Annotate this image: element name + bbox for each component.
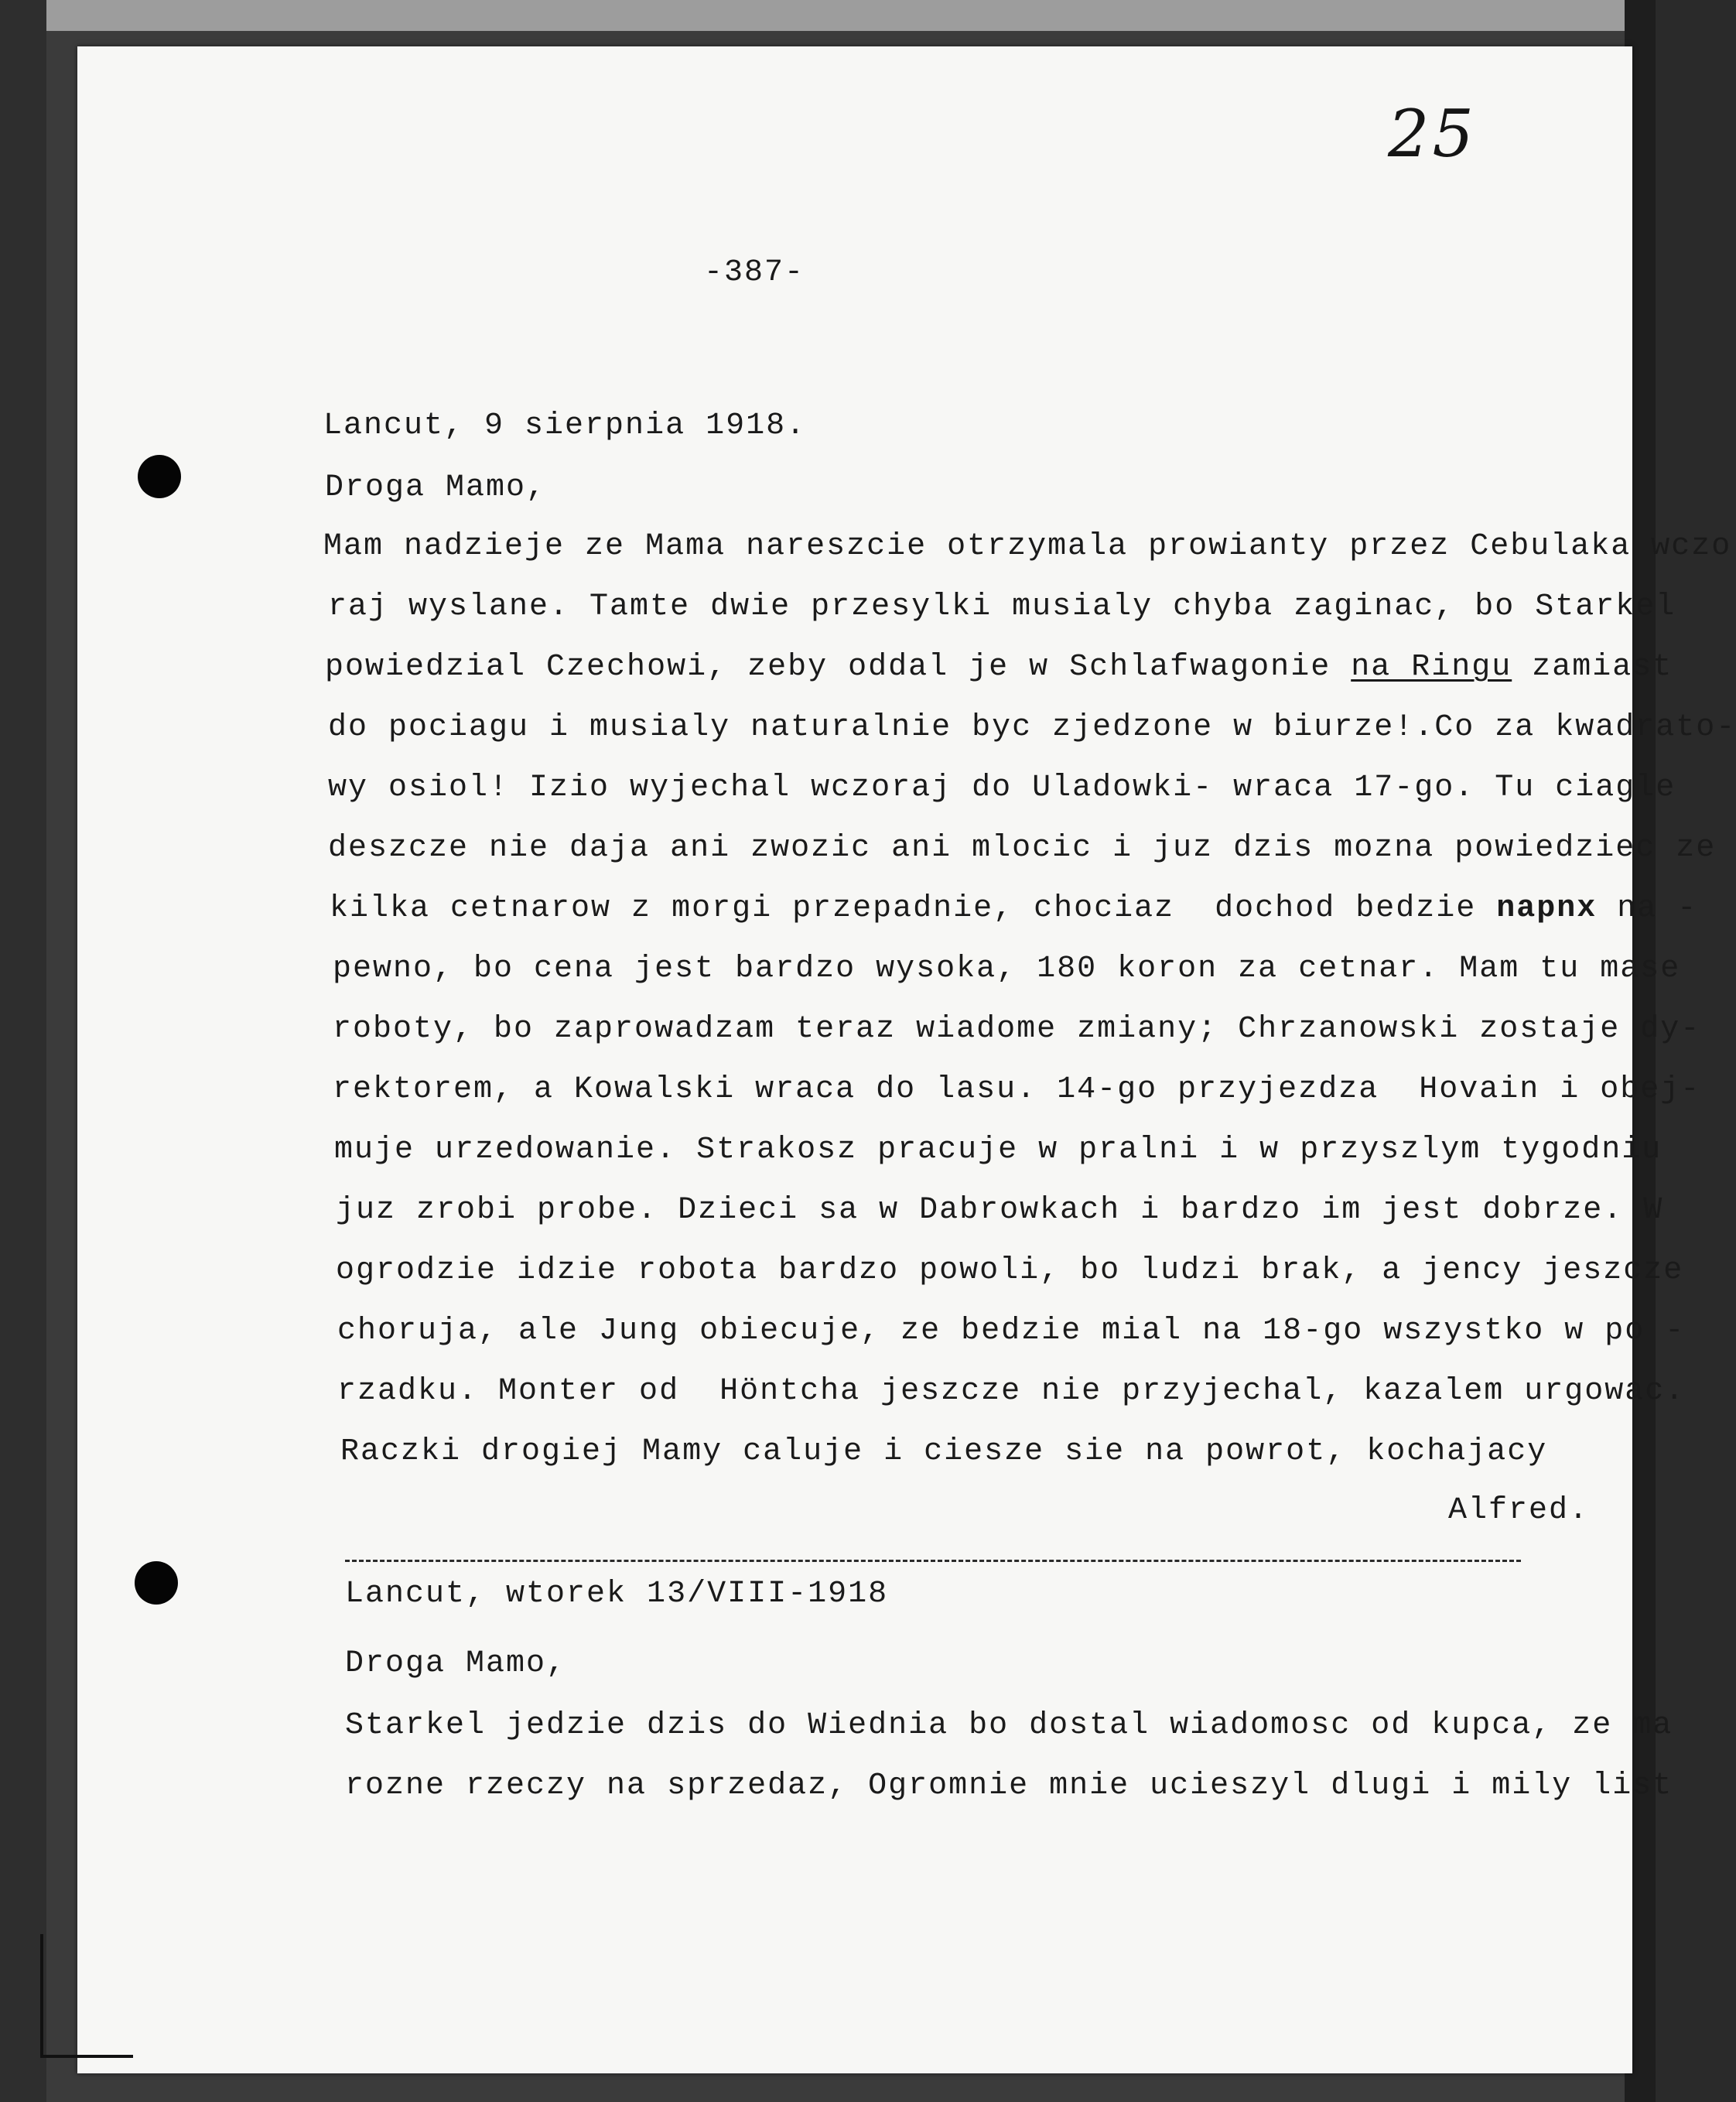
letter2-salutation: Droga Mamo, xyxy=(345,1646,567,1681)
punch-hole-top xyxy=(138,455,181,498)
scan-left-edge xyxy=(0,0,46,2102)
letter1-line-10: rektorem, a Kowalski wraca do lasu. 14-go przyjezdza Hovain i obej- xyxy=(333,1072,1701,1107)
letter1-line-9: roboty, bo zaprowadzam teraz wiadome zmiany; Chrzanowski zostaje dy- xyxy=(333,1012,1701,1047)
letter1-line-12: juz zrobi probe. Dzieci sa w Dabrowkach i bardzo im jest dobrze. W xyxy=(336,1193,1664,1228)
letter1-struck-word: napnx xyxy=(1496,891,1598,926)
letter1-signature: Alfred. xyxy=(1448,1493,1590,1528)
letter1-line-4: do pociagu i musialy naturalnie byc zjedzone w biurze!.Co za kwadrato- xyxy=(328,710,1736,745)
page-number: -387- xyxy=(704,255,805,290)
typewritten-page xyxy=(77,46,1736,2073)
letter1-place-date: Lancut, 9 sierpnia 1918. xyxy=(323,408,807,443)
letter1-line-5: wy osiol! Izio wyjechal wczoraj do Uladowki- wraca 17-go. Tu ciagle xyxy=(328,771,1676,805)
letter1-line-3 xyxy=(325,650,1673,685)
letter1-line-7-end: na - xyxy=(1597,891,1698,926)
letter1-salutation: Droga Mamo, xyxy=(325,470,547,505)
letter2-place-date: Lancut, wtorek 13/VIII-1918 xyxy=(345,1577,889,1612)
letter2-line-1: Starkel jedzie dzis do Wiednia bo dostal wiadomosc od kupca, ze ma xyxy=(345,1708,1673,1743)
letter1-line-11: muje urzedowanie. Strakosz pracuje w pralni i w przyszlym tygodniu xyxy=(334,1133,1663,1167)
letter1-line-7 xyxy=(330,891,1697,926)
letter1-line-1: Mam nadzieje ze Mama nareszcie otrzymala prowianty przez Cebulaka wczo xyxy=(323,529,1732,564)
letter2-line-2: rozne rzeczy na sprzedaz, Ogromnie mnie ucieszyl dlugi i mily list xyxy=(345,1769,1673,1803)
letter1-line-6: deszcze nie daja ani zwozic ani mlocic i juz dzis mozna powiedziec ze xyxy=(328,831,1717,866)
scan-top-edge xyxy=(0,0,1656,31)
letter1-line-8: pewno, bo cena jest bardzo wysoka, 180 koron za cetnar. Mam tu mase xyxy=(333,952,1681,986)
letter1-line-7-text: kilka cetnarow z morgi przepadnie, chociaz dochod bedzie xyxy=(330,891,1477,926)
letter1-line-14: choruja, ale Jung obiecuje, ze bedzie mial na 18-go wszystko w po - xyxy=(337,1314,1686,1348)
letter1-line-16: Raczki drogiej Mamy caluje i ciesze sie na powrot, kochajacy xyxy=(340,1434,1548,1469)
handwritten-archive-number: 25 xyxy=(1388,96,1477,172)
letter1-line-3-end: zamiast xyxy=(1512,650,1673,685)
letter-separator xyxy=(345,1560,1521,1562)
letter1-underlined-phrase: na Ringu xyxy=(1351,650,1512,685)
letter1-line-15: rzadku. Monter od Höntcha jeszcze nie przyjechal, kazalem urgowac. xyxy=(337,1374,1686,1409)
margin-pencil-mark xyxy=(40,1934,43,2058)
punch-hole-bottom xyxy=(135,1561,178,1605)
letter1-line-3-text: powiedzial Czechowi, zeby oddal je w Schlafwagonie xyxy=(325,650,1352,685)
letter1-line-13: ogrodzie idzie robota bardzo powoli, bo ludzi brak, a jency jeszcze xyxy=(336,1253,1684,1288)
margin-pencil-mark-base xyxy=(40,2055,133,2058)
letter1-line-2: raj wyslane. Tamte dwie przesylki musialy chyba zaginac, bo Starkel xyxy=(328,590,1676,624)
